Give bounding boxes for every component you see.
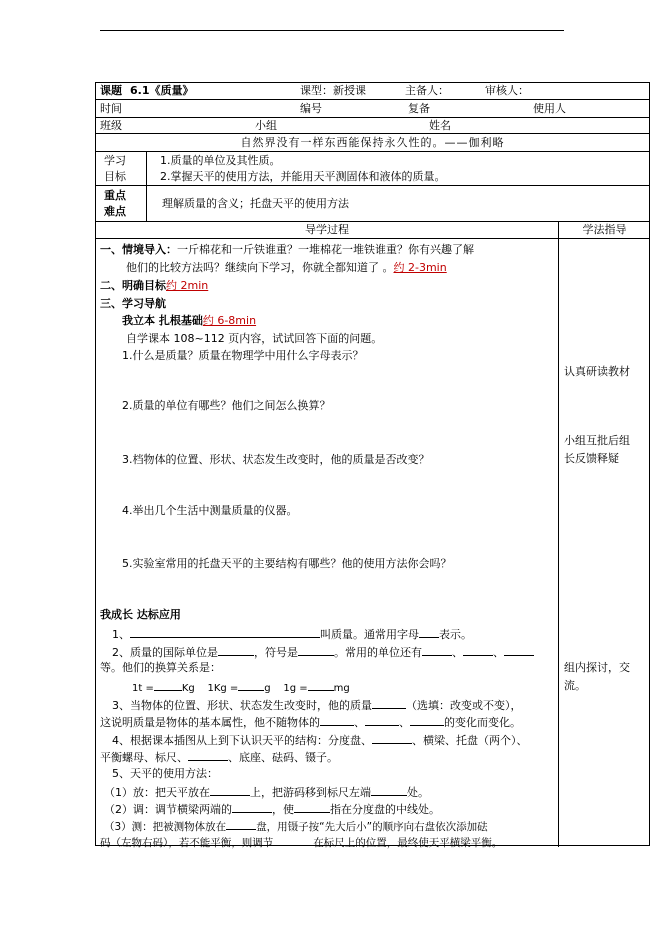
practice-q3-b: （选填：改变或不变）， (406, 699, 522, 712)
blank (308, 679, 334, 691)
lesson-title: 6.1《质量》 (130, 84, 194, 97)
practice-q3-f: 的变化而变化。 (444, 716, 521, 729)
column-header-row (96, 222, 649, 239)
question-3: 3.档物体的位置、形状、状态发生改变时，他的质量是否改变？ (122, 453, 430, 466)
practice-q5: 5、天平的使用方法： (112, 767, 218, 780)
practice-q2-b: ，符号是 (254, 646, 298, 659)
conv-3-unit: mg (333, 683, 350, 694)
section2-time: 约 2min (166, 279, 209, 292)
conv-3: 1g = (283, 683, 308, 694)
practice-q2-f: 等。他们的换算关系是： (100, 661, 221, 674)
goal-item-1: 1.质量的单位及其性质。 (160, 154, 281, 167)
blank (298, 644, 334, 656)
practice-q3-c: 这说明质量是物体的基本属性，他不随物体的 (100, 716, 320, 729)
step1-a: （1）放：把天平放在 (104, 786, 210, 799)
blank (372, 697, 406, 709)
step1-c: 处。 (407, 786, 429, 799)
lesson-type: 课型：新授课 (300, 84, 366, 97)
practice-q1-b: 叫质量。通常用字母 (320, 628, 419, 641)
class-label: 班级 (100, 119, 122, 132)
conv-2-unit: g (264, 683, 271, 694)
blank (210, 784, 250, 796)
title-row (96, 83, 649, 100)
focus-text: 理解质量的含义；托盘天平的使用方法 (162, 197, 349, 210)
blank (130, 626, 320, 638)
blank (365, 714, 399, 726)
title-label: 课题 (100, 84, 122, 97)
step2-c: 指在分度盘的中线处。 (330, 803, 440, 816)
practice-q1-a: 1、 (112, 628, 130, 641)
practice-heading: 我成长 达标应用 (100, 608, 181, 621)
goals-row (96, 152, 649, 186)
practice-q3-d: 、 (354, 716, 365, 729)
step2-a: （2）调：调节横梁两端的 (104, 803, 232, 816)
guide-note-3: 长反馈释疑 (564, 452, 619, 465)
practice-q4-b: 、横梁、托盘（两个）、 (412, 734, 528, 747)
practice-q4-a: 4、根据课本插图从上到下认识天平的结构：分度盘、 (112, 734, 372, 747)
guide-note-5: 流。 (564, 679, 586, 692)
group-label: 小组 (255, 119, 277, 132)
question-4: 4.举出几个生活中测量质量的仪器。 (122, 504, 298, 517)
blank (371, 784, 407, 796)
blank (218, 644, 254, 656)
practice-q4-c: 平衡螺母、标尺、 (100, 751, 188, 764)
step2-b: ，使 (272, 803, 294, 816)
blank (419, 626, 439, 638)
blank (410, 714, 444, 726)
goals-label-2: 目标 (104, 170, 126, 183)
preparer-label: 主备人： (405, 84, 449, 97)
section1-heading: 一、情境导入： (100, 243, 177, 256)
blank (294, 801, 330, 813)
question-1: 1.什么是质量？质量在物理学中用什么字母表示？ (122, 349, 364, 362)
time-label: 时间 (100, 102, 122, 115)
lesson-plan-table (95, 82, 650, 849)
number-label: 编号 (300, 102, 322, 115)
goals-divider (146, 152, 147, 186)
practice-q2-c: 。常用的单位还有 (334, 646, 422, 659)
practice-q4-d: 、底座、砝码、镊子。 (228, 751, 338, 764)
guide-note-1: 认真研读教材 (564, 365, 630, 378)
section3-time: 约 6-8min (202, 314, 257, 327)
step3-c: 码（左物右码），若不能平衡，则调节 (100, 837, 274, 849)
step1-b: 上，把游码移到标尺左端 (250, 786, 371, 799)
section3-heading: 三、学习导航 (100, 297, 166, 310)
practice-q2-a: 2、质量的国际单位是 (112, 646, 218, 659)
question-2: 2.质量的单位有哪些？他们之间怎么换算？ (122, 399, 331, 412)
conv-1-unit: Kg (181, 683, 195, 694)
blank (238, 679, 264, 691)
blank (273, 834, 313, 846)
blank (188, 749, 228, 761)
section1-time: 约 2-3min (393, 261, 447, 274)
section1-text-a: 一斤棉花和一斤铁谁重？一堆棉花一堆铁谁重？你有兴趣了解 (177, 243, 474, 256)
practice-q3-a: 3、当物体的位置、形状、状态发生改变时，他的质量 (112, 699, 372, 712)
focus-label-2: 难点 (104, 205, 126, 218)
section1-text-b: 他们的比较方法吗？继续向下学习，你就全都知道了 。 (126, 261, 394, 274)
guide-column-header: 学法指导 (582, 223, 627, 236)
goals-label-1: 学习 (104, 154, 126, 167)
focus-label-1: 重点 (104, 189, 126, 202)
blank (504, 644, 534, 656)
practice-q1-c: 表示。 (439, 628, 472, 641)
goal-item-2: 2.掌握天平的使用方法，并能用天平测固体和液体的质量。 (160, 170, 446, 183)
focus-divider (146, 186, 147, 222)
class-row (96, 118, 649, 134)
guide-note-4: 组内探讨，交 (564, 661, 630, 674)
step3-b: 盘，用镊子按“先大后小”的顺序向右盘依次添加砝 (256, 821, 488, 833)
review-label: 复备 (408, 102, 430, 115)
question-5: 5.实验室常用的托盘天平的主要结构有哪些？他的使用方法你会吗？ (122, 557, 452, 570)
blank (463, 644, 493, 656)
blank (422, 644, 452, 656)
time-row (96, 100, 649, 118)
user-label: 使用人 (533, 102, 566, 115)
section3-instruction: 自学课本 108~112 页内容，试试回答下面的问题。 (126, 332, 383, 345)
page-top-rule (100, 30, 564, 31)
blank (232, 801, 272, 813)
reviewer-label: 审核人： (485, 84, 529, 97)
guide-note-2: 小组互批后组 (564, 434, 630, 447)
blank (372, 732, 412, 744)
practice-q3-e: 、 (399, 716, 410, 729)
conv-2: 1Kg = (207, 683, 239, 694)
section3-sub-heading: 我立本 扎根基础 (122, 314, 203, 327)
blank (154, 679, 182, 691)
blank (320, 714, 354, 726)
column-divider (558, 222, 559, 847)
motto-row (96, 134, 649, 152)
section2-heading: 二、明确目标 (100, 279, 166, 292)
step3-d: 在标尺上的位置，最终使天平横梁平衡。 (313, 837, 503, 849)
motto: 自然界没有一样东西能保持永久性的。——伽利略 (240, 136, 505, 149)
name-label: 姓名 (429, 119, 451, 132)
process-column-header: 导学过程 (305, 223, 349, 236)
focus-row (96, 186, 649, 222)
step3-a: （3）测：把被测物体放在 (104, 821, 227, 833)
blank (226, 818, 256, 830)
practice-q2-d: 、 (452, 646, 463, 659)
practice-q2-e: 、 (493, 646, 504, 659)
conv-1: 1t = (132, 683, 154, 694)
